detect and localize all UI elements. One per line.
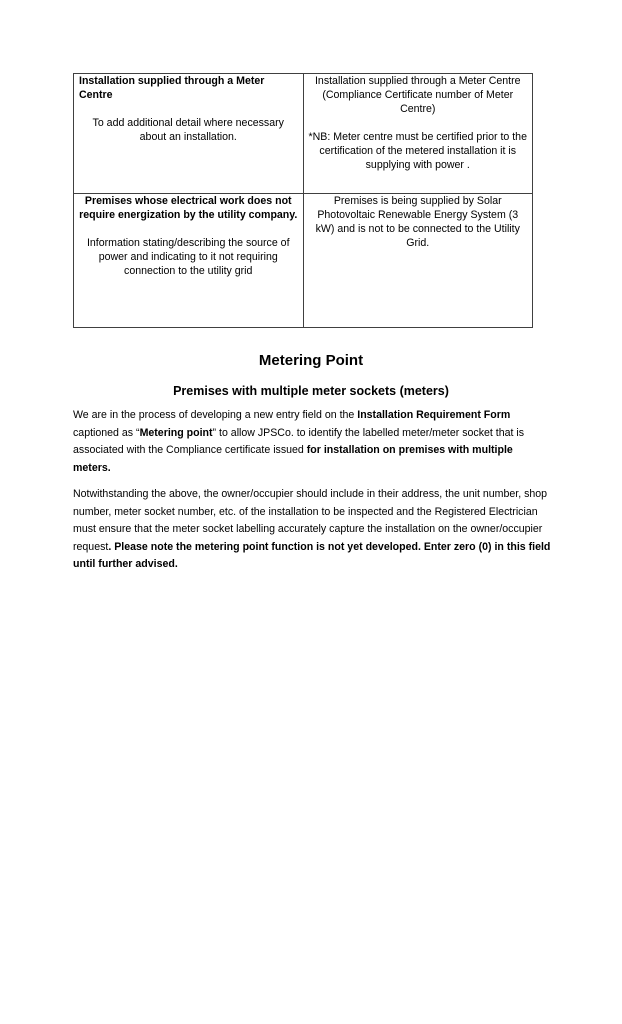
example-text: Installation supplied through a Meter Centre (Compliance Certificate number of Meter Centre)	[314, 75, 521, 115]
section-subtitle: Premises with multiple meter sockets (meters)	[173, 384, 449, 398]
table-cell-example	[303, 194, 533, 328]
table-row	[74, 74, 533, 194]
section-title: Metering Point	[258, 352, 364, 369]
table-cell-requirement	[74, 74, 304, 194]
paragraph-metering-point	[73, 407, 553, 477]
paragraph-text: We are in the process of developing a new entry field on the	[73, 409, 358, 421]
paragraph-text: Notwithstanding the above, the owner/occupier should include in their address, the unit number, shop number, meter socket number, etc. of the installation to be inspected and the Registered Electrician must ensure that the meter socket labelling accurately capture the installation on the owner/occupier request	[73, 488, 548, 553]
requirement-description: Information stating/describing the source of power and indicating to it not requiring connection to the utility grid	[86, 237, 290, 277]
requirement-title: Premises whose electrical work does not require energization by the utility company.	[79, 195, 298, 221]
paragraph-bold-text: . Please note the metering point function is not yet developed. Enter zero (0) in this field until further advised.	[73, 540, 551, 570]
table-row	[74, 194, 533, 328]
paragraph-text: captioned as “	[73, 426, 140, 439]
paragraph-owner-instructions	[73, 486, 553, 574]
requirement-description: To add additional detail where necessary about an installation.	[92, 117, 284, 143]
example-note: *NB: Meter centre must be certified prior to the certification of the metered installation it is supplying with power .	[308, 131, 527, 171]
example-text: Premises is being supplied by Solar Photovoltaic Renewable Energy System (3 kW) and is not to be connected to the Utility Grid.	[315, 195, 520, 249]
installation-requirements-table	[73, 73, 533, 328]
paragraph-bold-text: Metering point	[139, 426, 213, 439]
requirement-title: Installation supplied through a Meter Centre	[79, 75, 265, 101]
paragraph-bold-text: Installation Requirement Form	[357, 409, 511, 421]
paragraph-bold-text: for installation on premises with multiple meters.	[73, 444, 513, 474]
paragraph-text: ” to allow JPSCo. to identify the labelled meter/meter socket that is associated with the Compliance certificate issued	[73, 426, 525, 456]
table-cell-example	[303, 74, 533, 194]
table-cell-requirement	[74, 194, 304, 328]
